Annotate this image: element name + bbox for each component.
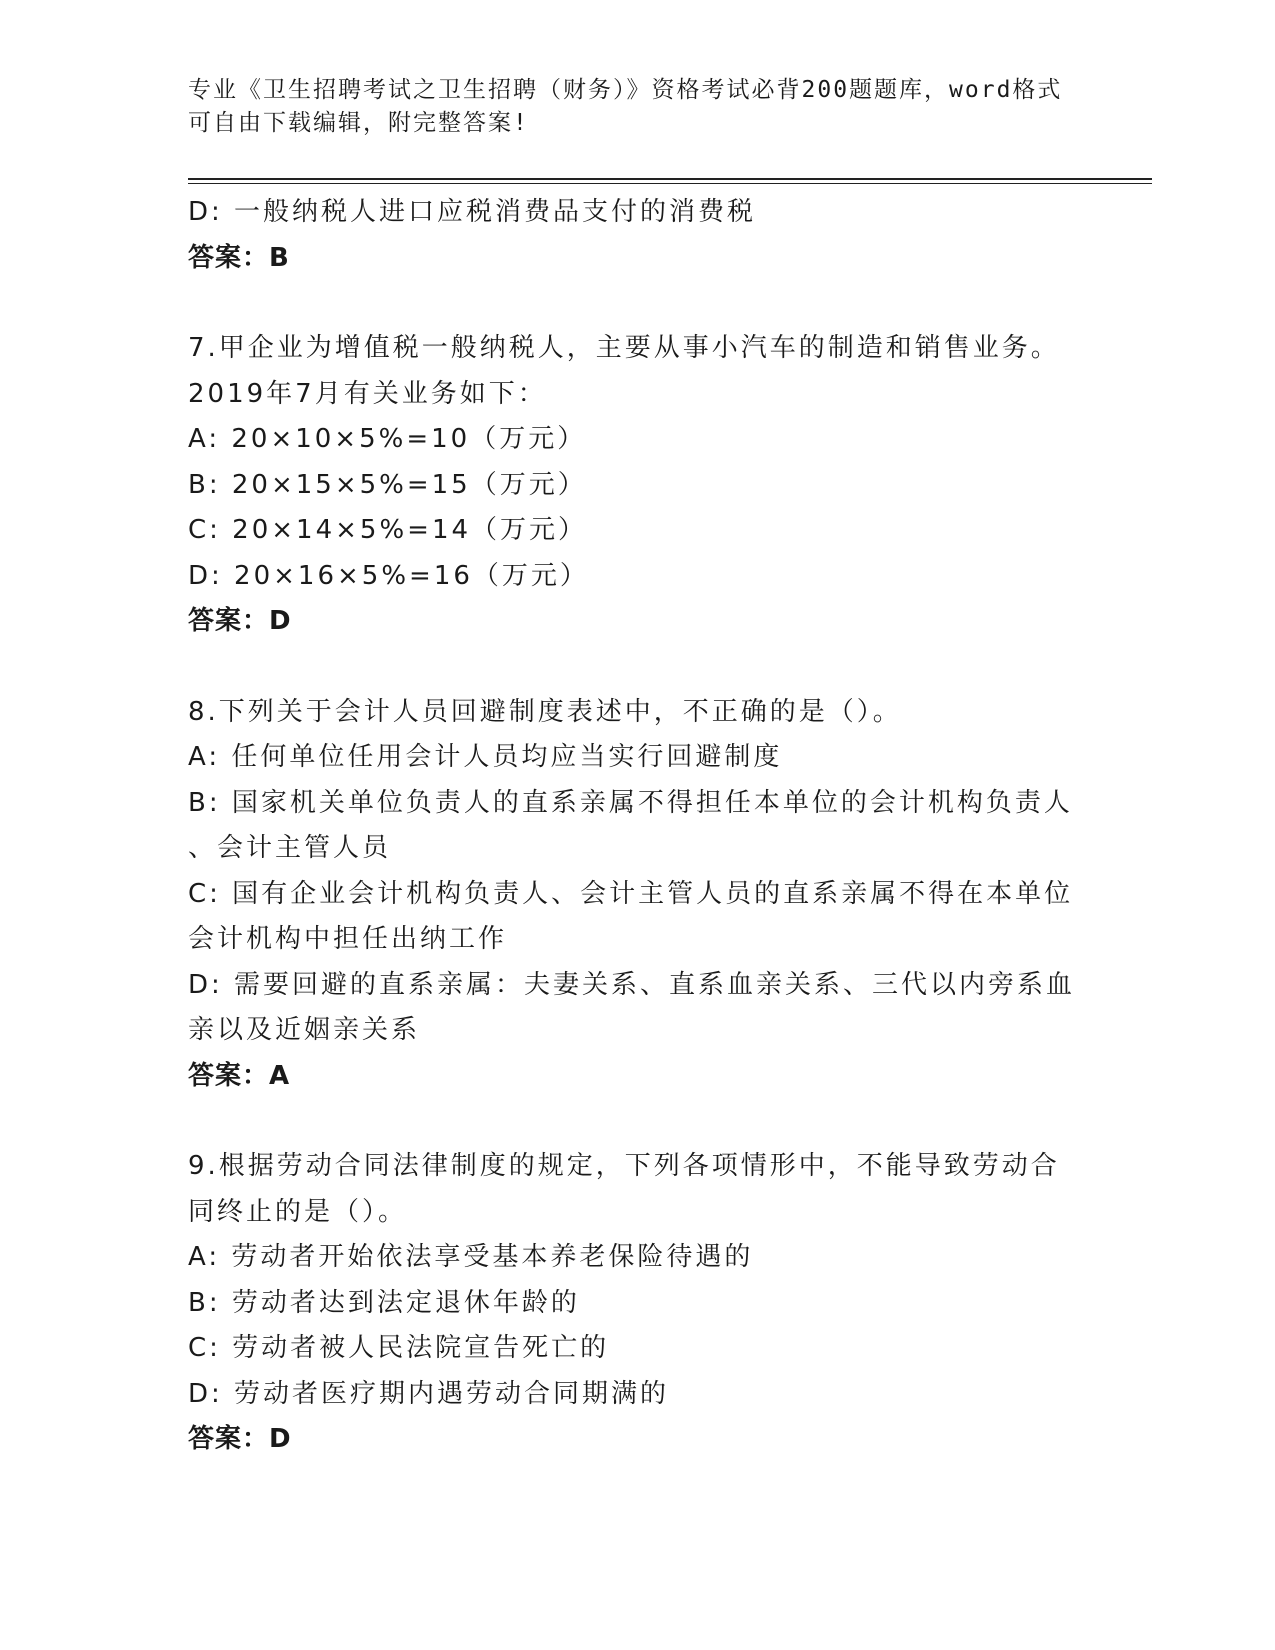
option-a: A: 20×10×5%=10（万元） [188, 424, 587, 454]
question-stem: 7.甲企业为增值税一般纳税人，主要从事小汽车的制造和销售业务。 [188, 333, 1060, 363]
option-b-cont: 、会计主管人员 [188, 833, 392, 863]
question-7 [188, 326, 1088, 645]
option-b: B: 国家机关单位负责人的直系亲属不得担任本单位的会计机构负责人 [188, 787, 1073, 818]
option-c-cont: 会计机构中担任出纳工作 [188, 924, 508, 954]
answer-line: 答案：D [188, 606, 292, 636]
question-stem-cont: 2019年7月有关业务如下： [188, 378, 547, 409]
question-8 [188, 690, 1088, 1100]
answer-line: 答案：D [188, 1424, 292, 1454]
option-d: D: 20×16×5%=16（万元） [188, 560, 589, 591]
header-divider-thick [188, 178, 1152, 180]
answer-line: 答案：A [188, 1060, 291, 1091]
page-header [188, 74, 1068, 140]
header-divider-thin [188, 183, 1152, 184]
question-stem-cont: 同终止的是（）。 [188, 1196, 408, 1227]
option-c: C: 劳动者被人民法院宣告死亡的 [188, 1333, 610, 1363]
header-title-line-1: 专业《卫生招聘考试之卫生招聘（财务）》资格考试必背200题题库，word格式 [188, 77, 1063, 103]
option-c: C: 20×14×5%=14（万元） [188, 515, 588, 545]
question-6-tail [188, 190, 1088, 281]
question-stem: 8.下列关于会计人员回避制度表述中，不正确的是（）。 [188, 696, 902, 727]
question-9 [188, 1144, 1088, 1463]
option-a: A: 任何单位任用会计人员均应当实行回避制度 [188, 742, 783, 772]
option-d: D: 劳动者医疗期内遇劳动合同期满的 [188, 1378, 670, 1409]
question-stem: 9.根据劳动合同法律制度的规定，下列各项情形中，不能导致劳动合 [188, 1151, 1060, 1181]
option-d: D: 需要回避的直系亲属：夫妻关系、直系血亲关系、三代以内旁系血 [188, 969, 1076, 1000]
option-d-cont: 亲以及近姻亲关系 [188, 1015, 421, 1045]
option-d: D: 一般纳税人进口应税消费品支付的消费税 [188, 197, 757, 227]
answer-line: 答案：B [188, 242, 290, 273]
option-a: A: 劳动者开始依法享受基本养老保险待遇的 [188, 1242, 754, 1272]
option-b: B: 20×15×5%=15（万元） [188, 469, 587, 500]
option-c: C: 国有企业会计机构负责人、会计主管人员的直系亲属不得在本单位 [188, 878, 1074, 909]
option-b: B: 劳动者达到法定退休年龄的 [188, 1287, 580, 1318]
question-list [188, 190, 1088, 1463]
header-title-line-2: 可自由下载编辑，附完整答案! [188, 110, 529, 136]
